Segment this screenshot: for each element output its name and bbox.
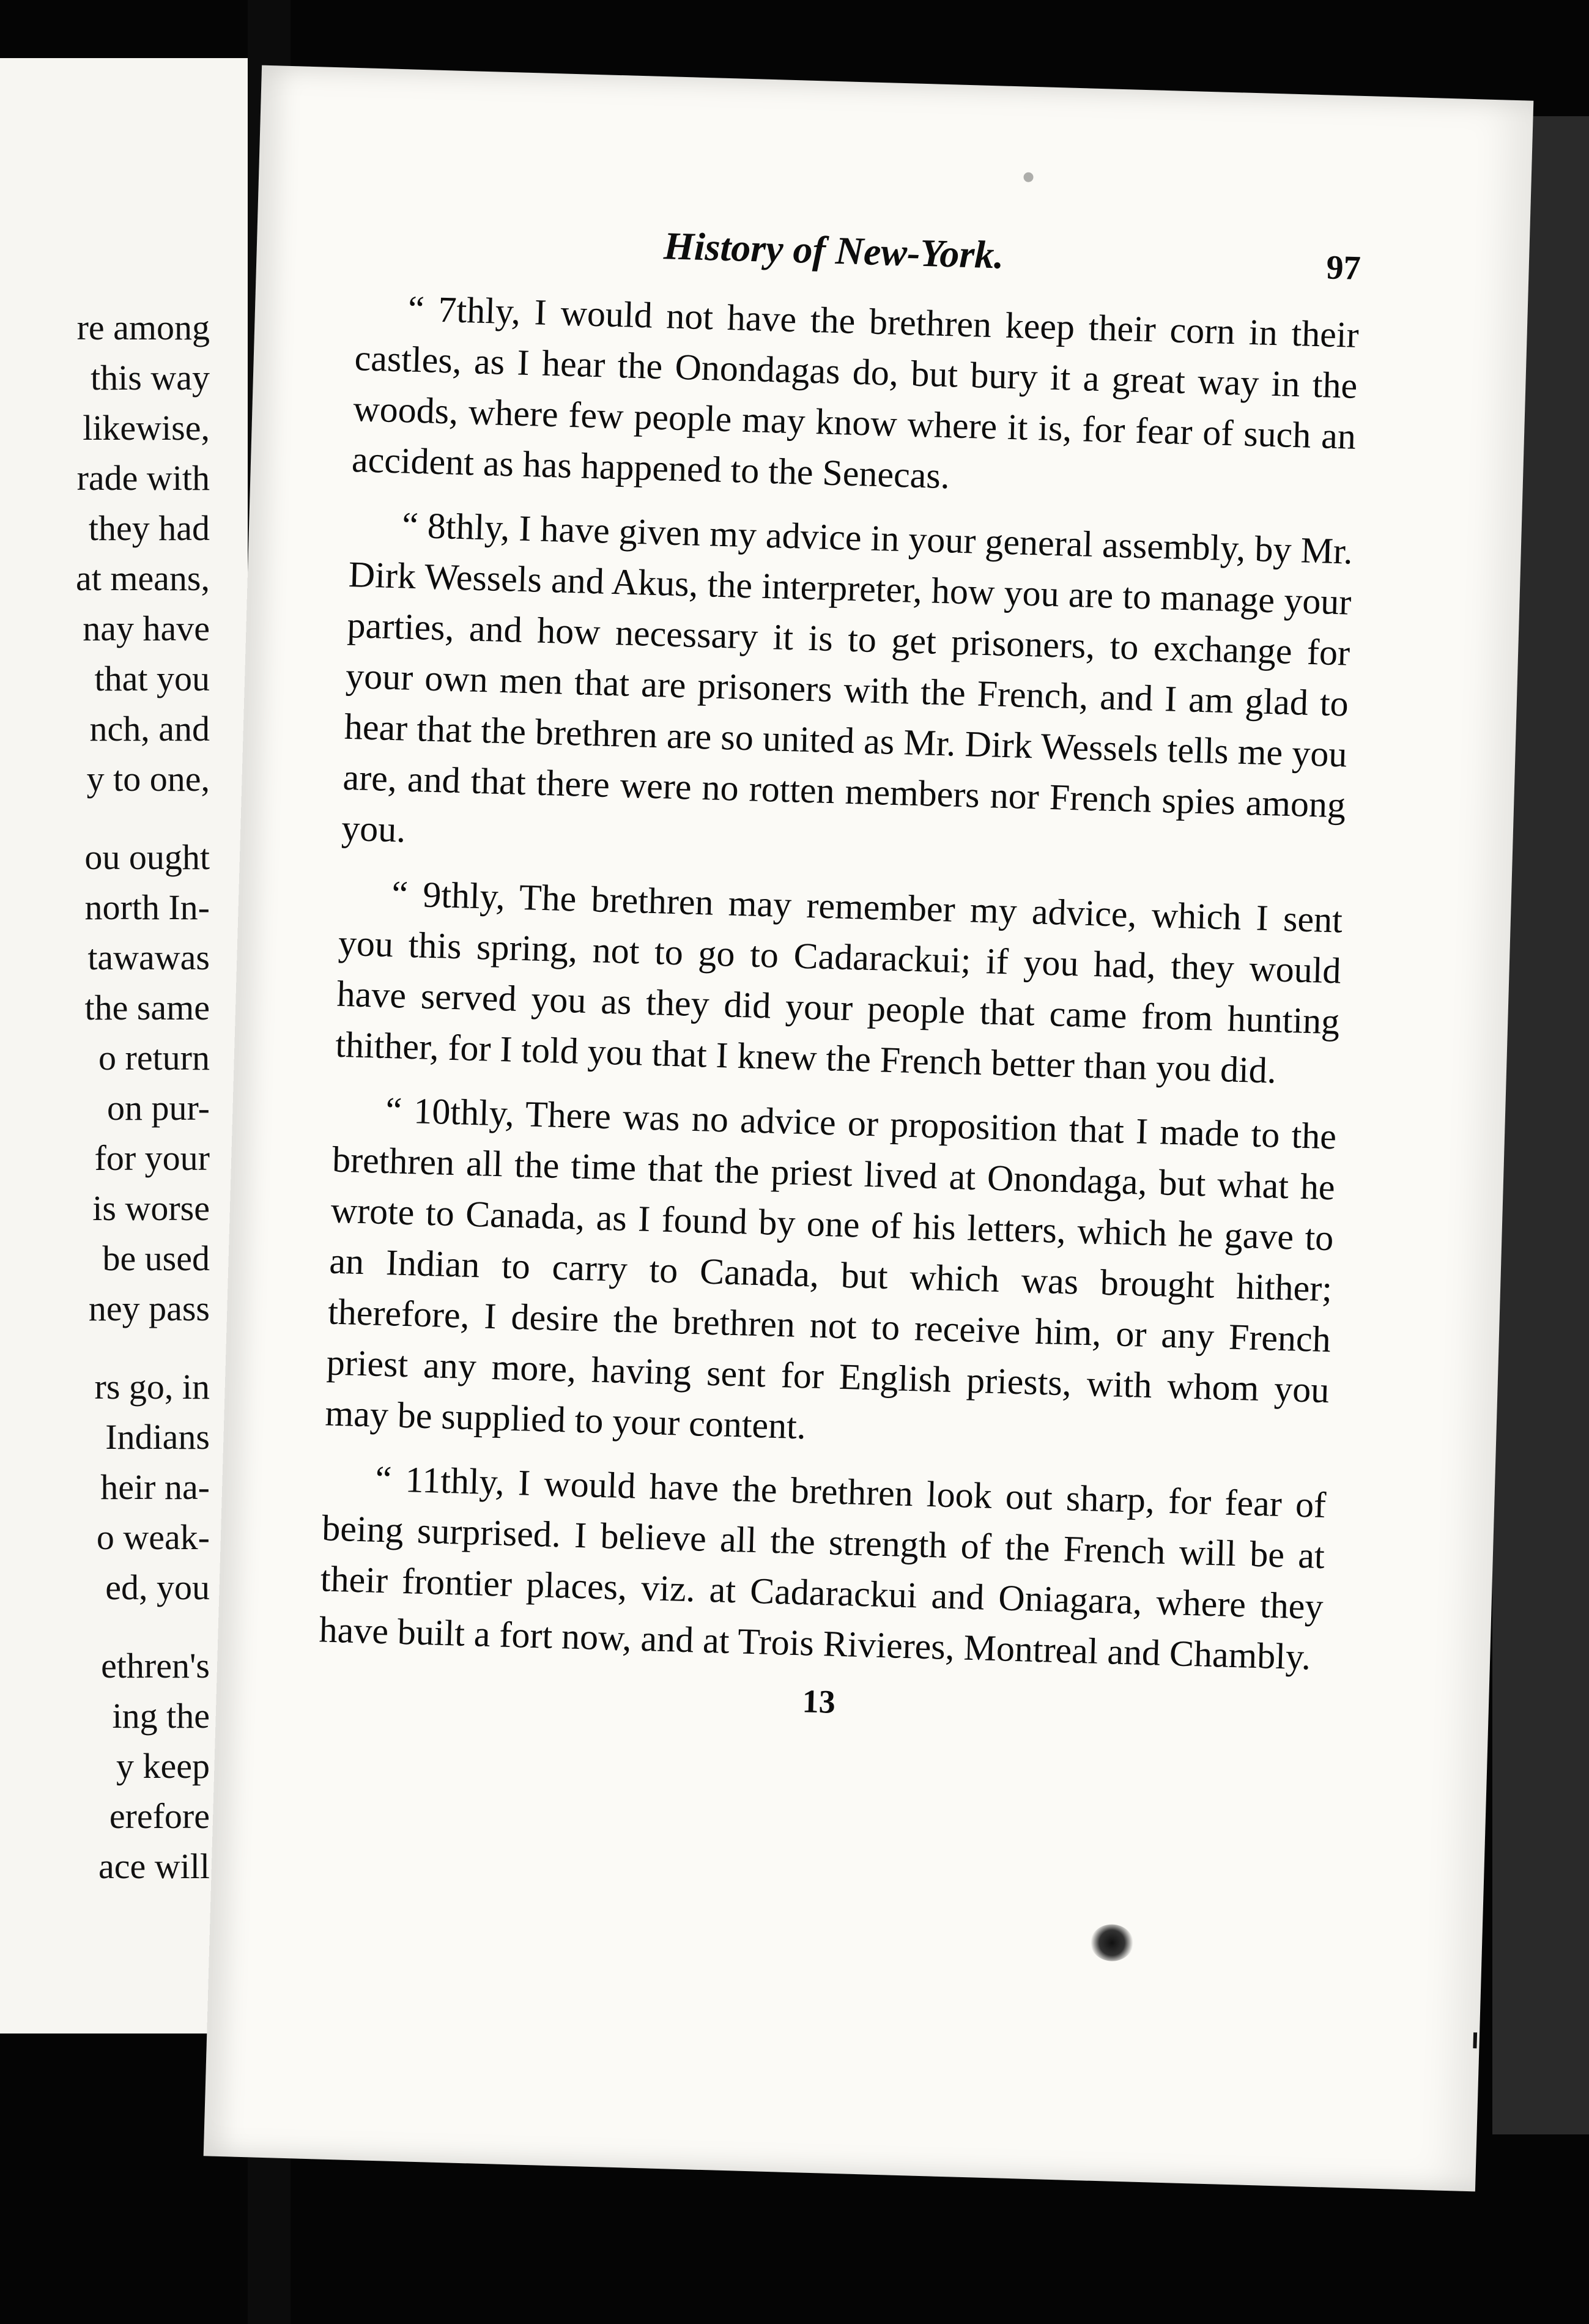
- left-line: re among: [76, 308, 210, 347]
- ink-tick: [1473, 2032, 1477, 2048]
- left-line: rade with: [76, 458, 210, 498]
- left-line: north In-: [84, 887, 210, 927]
- left-line: erefore: [109, 1796, 210, 1836]
- left-line: that you: [94, 659, 210, 698]
- paragraph-11thly: “ 11thly, I would have the brethren look out sharp, for fear of being surprised. I believe all the strength of the French will be at their frontier places, viz. at Cadarackui and Oniagara, where they have built a fort now, and at Trois Rivieres, Montreal and Chambly.: [318, 1458, 1327, 1678]
- paragraph-9thly: “ 9thly, The brethren may remember my advice, which I sent you this spring, not to go to Cadarackui; if you had, they would have served you as they did your people that came from hunting thither, for I told you that I knew the French better than you did.: [335, 873, 1343, 1091]
- left-line: nay have: [83, 609, 210, 648]
- left-line-gap: [0, 1613, 248, 1641]
- left-page-text: [0, 303, 248, 1892]
- left-line: ace will: [98, 1846, 210, 1886]
- left-line: is worse: [92, 1188, 210, 1228]
- left-line: this way: [91, 358, 210, 398]
- page-number: 97: [1325, 248, 1361, 287]
- page-body: [317, 215, 1361, 1734]
- left-line: rs go, in: [94, 1367, 210, 1407]
- left-page: [0, 58, 248, 2033]
- right-page: [204, 65, 1534, 2192]
- paragraph-8thly: “ 8thly, I have given my advice in your general assembly, by Mr. Dirk Wessels and Akus, the interpreter, how you are to manage your parties, and how necessary it is to get prisoners, to exchange for your own men that are prisoners with the French, and I am glad to hear that the brethren are so united as Mr. Dirk Wessels tells me you are, and that there were no rotten members nor French spies among you.: [341, 505, 1354, 850]
- paragraph-7thly: “ 7thly, I would not have the brethren keep their corn in their castles, as I hear the Onondagas do, but bury it a great way in the woods, where few people may know where it is, for fear of such an accident as has happened to the Senecas.: [351, 288, 1360, 497]
- left-line: heir na-: [100, 1467, 210, 1507]
- left-line: likewise,: [83, 408, 210, 448]
- ink-speck: [1023, 172, 1033, 182]
- left-line: for your: [94, 1138, 210, 1178]
- left-line-gap: [0, 804, 248, 832]
- left-line: nch, and: [89, 709, 210, 749]
- left-line: o weak-: [96, 1517, 210, 1557]
- left-line: ethren's: [101, 1646, 210, 1686]
- ink-smudge: [1090, 1924, 1134, 1962]
- left-line: on pur-: [107, 1088, 210, 1128]
- paragraph-10thly: “ 10thly, There was no advice or proposition that I made to the brethren all the time that the priest lived at Onondaga, but what he wrote to Canada, as I found by one of his letters, which he gave to an Indian to carry to Canada, but which was brought hither; therefore, I desire the brethren not to receive him, or any French priest any more, having sent for English priests, with whom you may be supplied to your content.: [324, 1089, 1337, 1447]
- left-line: ou ought: [84, 837, 210, 877]
- left-line: ney pass: [88, 1289, 210, 1328]
- left-line: y keep: [116, 1746, 210, 1786]
- left-line: they had: [88, 508, 210, 548]
- running-title: History of New-York.: [663, 224, 1005, 277]
- left-line: ed, you: [105, 1567, 210, 1607]
- left-line-gap: [0, 1334, 248, 1362]
- left-line: tawawas: [87, 938, 210, 977]
- left-line: Indians: [105, 1417, 210, 1457]
- left-line: o return: [98, 1038, 210, 1078]
- left-line: ing the: [112, 1696, 210, 1736]
- signature-mark: 13: [801, 1682, 836, 1720]
- left-line: y to one,: [86, 759, 210, 799]
- left-line: the same: [84, 988, 210, 1027]
- left-line: at means,: [75, 558, 210, 598]
- left-line: be used: [102, 1238, 210, 1278]
